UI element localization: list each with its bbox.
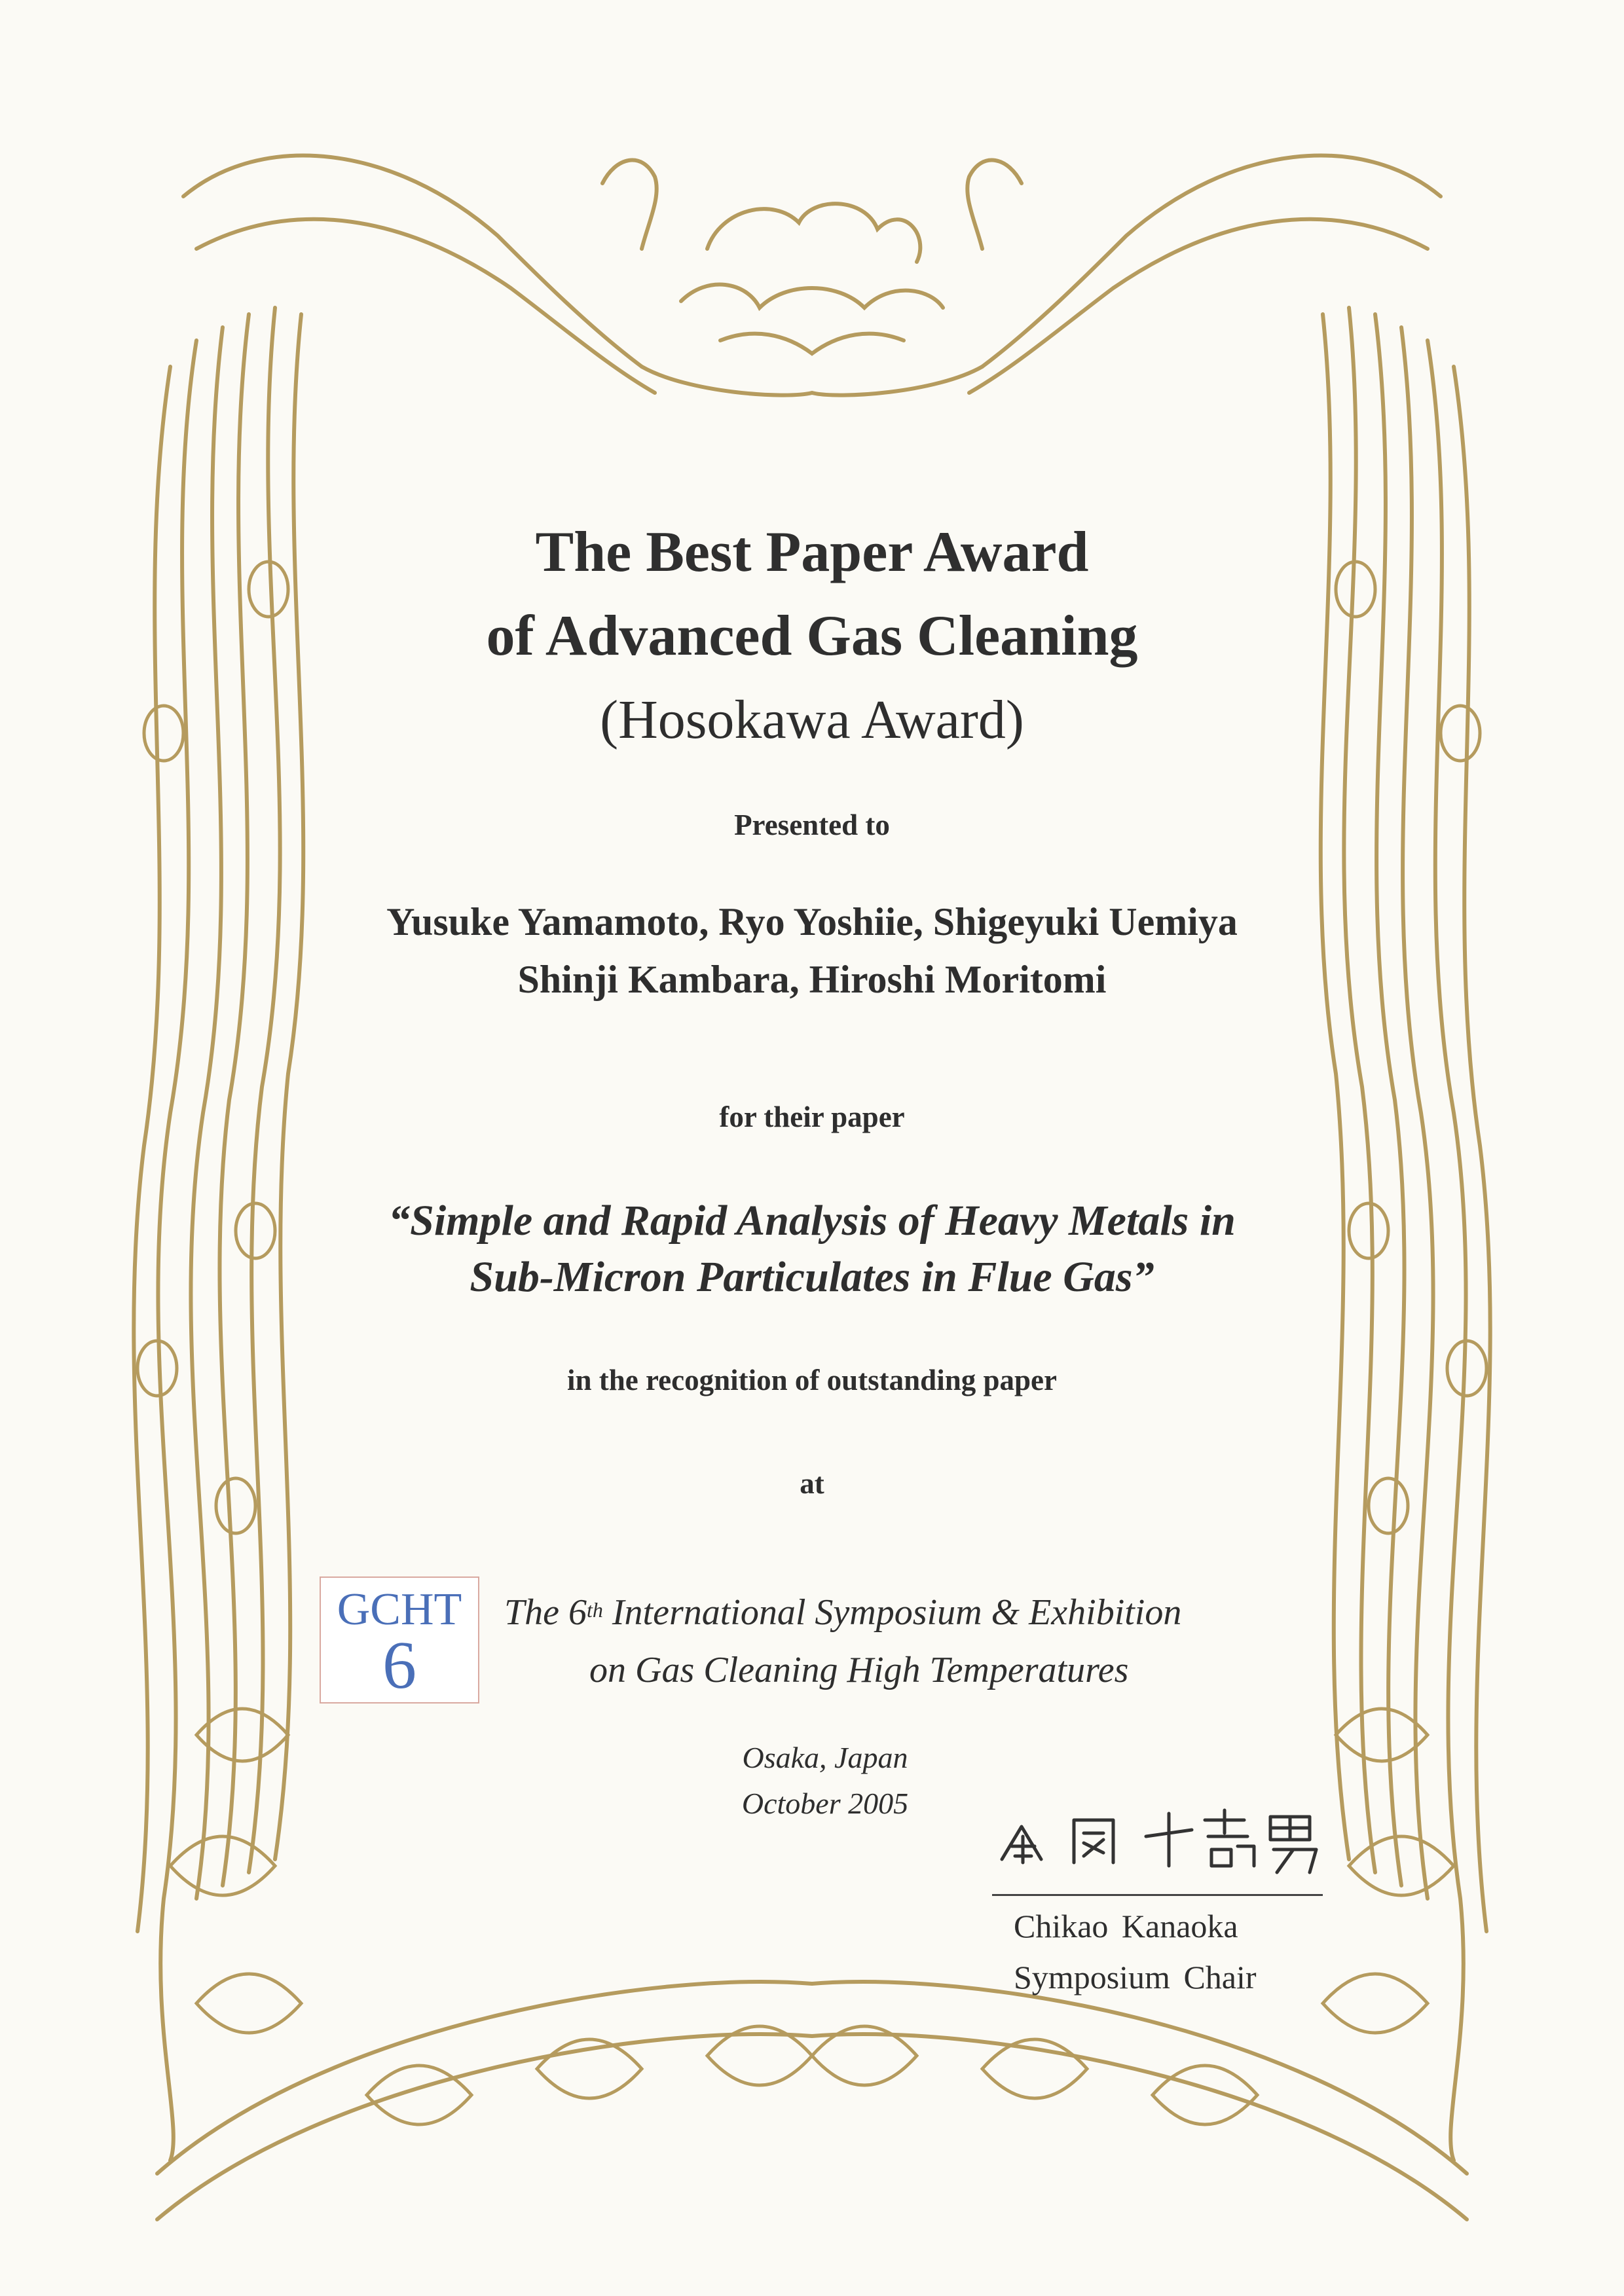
symposium-line2: on Gas Cleaning High Temperatures [589,1650,1129,1690]
recipients-line1: Yusuke Yamamoto, Ryo Yoshiie, Shigeyuki Uemiya [386,900,1238,943]
award-subtitle: (Hosokawa Award) [600,689,1024,750]
symposium-line1 [504,1586,1181,1639]
signatory-name: Chikao Kanaoka [1014,1908,1238,1944]
gcht-logo-text: GCHT [337,1584,462,1635]
at-label: at [800,1467,824,1500]
award-title-line2: of Advanced Gas Cleaning [486,604,1138,668]
gcht-logo [320,1576,479,1704]
location: Osaka, Japan [742,1741,908,1774]
recognition-label: in the recognition of outstanding paper [567,1364,1057,1396]
recipients-line2: Shinji Kambara, Hiroshi Moritomi [517,958,1107,1001]
symposium-ordinal: The 6 [504,1592,587,1633]
award-title: The Best Paper Award [535,520,1089,584]
symposium-ordinal-suffix: th [587,1598,603,1622]
signatory-role: Symposium Chair [1014,1959,1257,1995]
signature-line [992,1894,1323,1896]
paper-title-line1: “Simple and Rapid Analysis of Heavy Metals in [388,1197,1236,1245]
signature [995,1800,1323,1879]
gcht-logo-number: 6 [382,1628,416,1703]
paper-title-line2: Sub-Micron Particulates in Flue Gas” [470,1253,1154,1301]
for-their-paper-label: for their paper [719,1101,905,1133]
date: October 2005 [741,1787,909,1820]
symposium-name: International Symposium & Exhibition [602,1592,1182,1633]
presented-to-label: Presented to [734,809,890,841]
